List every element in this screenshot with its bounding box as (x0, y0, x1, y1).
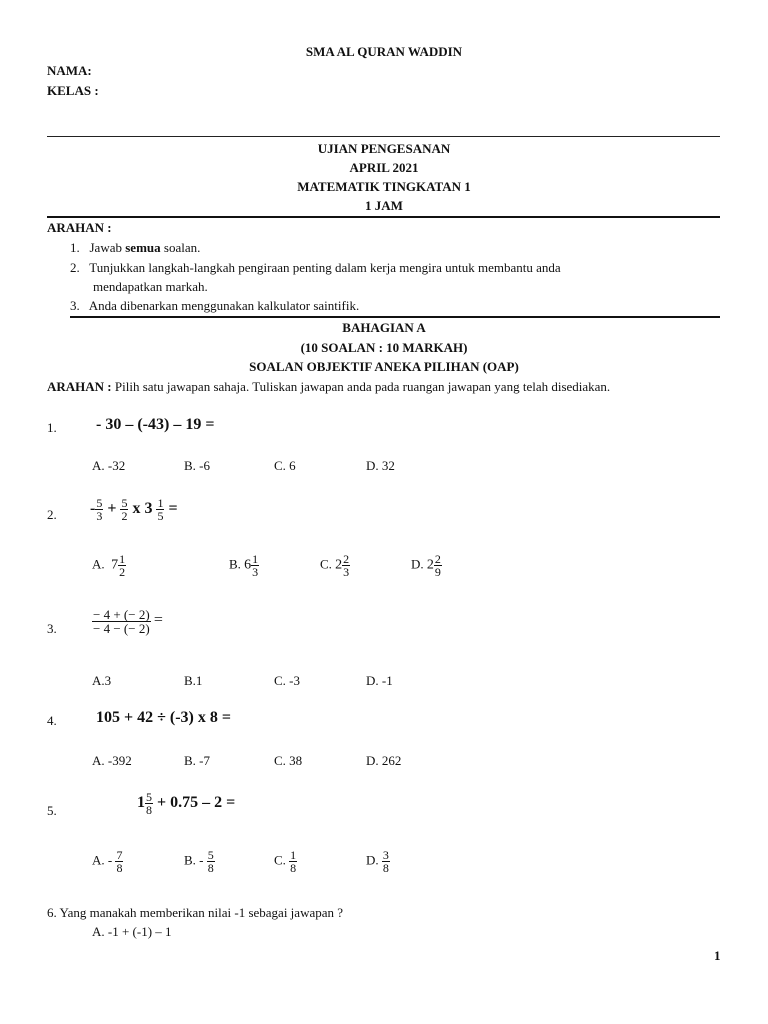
q5-option-d-denominator: 8 (382, 861, 389, 875)
q2-option-a-label: A. (92, 556, 105, 572)
section-title: BAHAGIAN A (342, 320, 426, 335)
arahan-item-num: 2. (70, 260, 80, 275)
q2-equals: = (168, 500, 178, 518)
page-number: 1 (714, 948, 721, 963)
q5-option-c-label: C. (274, 852, 286, 868)
q1-option-d: D. 32 (366, 458, 395, 473)
q3-numerator: − 4 + (− 2) (93, 607, 150, 622)
q5-option-d-numerator: 3 (382, 848, 389, 862)
q2-option-d (411, 553, 442, 578)
exam-title: UJIAN PENGESANAN (317, 141, 451, 156)
q2-expression (90, 497, 178, 522)
q1-expression: - 30 – (-43) – 19 = (96, 416, 215, 433)
q2-f1-numerator: 5 (96, 496, 103, 510)
arahan-item-1 (70, 240, 200, 256)
q2-minus: - (90, 500, 96, 518)
q2-option-b (229, 553, 259, 578)
q2-option-b-label: B. (229, 556, 241, 572)
exam-subject: MATEMATIK TINGKATAN 1 (297, 179, 471, 194)
q6-option-a: A. -1 + (-1) – 1 (92, 924, 172, 939)
q2-number: 2. (47, 507, 57, 522)
q2-option-d-whole: 2 (426, 557, 434, 573)
q4-expression: 105 + 42 ÷ (-3) x 8 = (96, 709, 231, 726)
q2-option-b-numerator: 1 (252, 552, 259, 566)
q5-option-a-numerator: 7 (116, 848, 123, 862)
q2-times: x 3 (132, 500, 153, 518)
q2-f2-numerator: 5 (121, 496, 128, 510)
q5-option-b-numerator: 5 (207, 848, 214, 862)
q5-fraction (145, 791, 153, 816)
q4-option-b: B. -7 (184, 753, 210, 768)
q2-option-c-numerator: 2 (343, 552, 350, 566)
q3-denominator: − 4 − (− 2) (93, 621, 150, 636)
q2-option-a-whole: 7 (111, 557, 119, 573)
q2-fraction-3 (156, 497, 164, 522)
arahan-label: ARAHAN : (47, 220, 112, 235)
q1-option-b: B. -6 (184, 458, 210, 473)
q5-option-c-fraction (289, 849, 297, 874)
q2-fraction-2 (120, 497, 128, 522)
arahan-item-2-cont: mendapatkan markah. (93, 279, 208, 294)
q5-option-c-numerator: 1 (290, 848, 297, 862)
arahan-item-num: 3. (70, 298, 80, 313)
q5-expression (137, 791, 235, 816)
section-arahan-label: ARAHAN : (47, 379, 112, 394)
q2-option-b-whole: 6 (244, 557, 252, 573)
q5-option-d-label: D. (366, 852, 379, 868)
q2-option-d-fraction (434, 553, 442, 578)
kelas-label: KELAS : (47, 83, 99, 98)
arahan-item-text: Anda dibenarkan menggunakan kalkulator saintifik. (88, 298, 360, 313)
section-arahan-text: Pilih satu jawapan sahaja. Tuliskan jawapan anda pada ruangan jawapan yang telah disediakan. (111, 379, 611, 394)
q5-denominator: 8 (146, 803, 152, 817)
q2-f3-denominator: 5 (157, 509, 164, 523)
instructions-top-rule (47, 216, 720, 218)
q5-option-a-sign: - (107, 852, 113, 868)
q2-plus: + (107, 500, 117, 518)
q5-option-b-fraction (207, 849, 215, 874)
arahan-item-text: Tunjukkan langkah-langkah pengiraan penting dalam kerja mengira untuk membantu anda (89, 260, 561, 275)
school-name: SMA AL QURAN WADDIN (305, 44, 463, 59)
q5-option-d-fraction (382, 849, 390, 874)
section-instructions (47, 379, 610, 395)
q2-fraction-1 (95, 497, 103, 522)
q5-option-a-denominator: 8 (116, 861, 123, 875)
arahan-item-text-end: soalan. (160, 240, 201, 255)
q1-option-c: C. 6 (274, 458, 296, 473)
q2-f3-numerator: 1 (157, 496, 164, 510)
q3-option-a: A.3 (92, 673, 112, 688)
q3-fraction (92, 608, 151, 635)
q3-expression (92, 608, 163, 635)
q5-option-c (274, 849, 297, 874)
section-marks: (10 SOALAN : 10 MARKAH) (300, 340, 468, 355)
q4-option-d: D. 262 (366, 753, 402, 768)
q3-option-d: D. -1 (366, 673, 393, 688)
q5-option-c-denominator: 8 (290, 861, 297, 875)
instructions-bottom-rule (70, 316, 720, 318)
q4-option-c: C. 38 (274, 753, 303, 768)
q2-option-a-fraction (118, 553, 126, 578)
q1-number: 1. (47, 420, 57, 435)
q5-option-a-fraction (115, 849, 123, 874)
q2-option-b-fraction (251, 553, 259, 578)
q5-option-b-sign: - (199, 852, 204, 868)
q6-question: 6. Yang manakah memberikan nilai -1 sebagai jawapan ? (47, 905, 344, 920)
arahan-item-text: Jawab (89, 240, 126, 255)
q2-option-c-denominator: 3 (343, 565, 350, 579)
q2-option-c-whole: 2 (335, 557, 343, 573)
q2-option-d-denominator: 9 (434, 565, 441, 579)
q2-f2-denominator: 2 (121, 509, 128, 523)
q5-option-a (92, 849, 123, 874)
arahan-item-bold: semua (125, 240, 161, 255)
q2-option-c-fraction (342, 553, 350, 578)
section-type: SOALAN OBJEKTIF ANEKA PILIHAN (OAP) (249, 359, 519, 374)
exam-date: APRIL 2021 (349, 160, 419, 175)
q3-option-c: C. -3 (274, 673, 300, 688)
q5-option-b-denominator: 8 (207, 861, 214, 875)
q2-option-d-label: D. (411, 556, 424, 572)
q4-number: 4. (47, 713, 57, 728)
q2-option-d-numerator: 2 (434, 552, 441, 566)
q5-option-b-label: B. (184, 852, 196, 868)
arahan-item-2 (70, 260, 561, 276)
q5-option-b (184, 849, 215, 874)
q1-option-a: A. -32 (92, 458, 126, 473)
q2-option-c (320, 553, 350, 578)
q3-number: 3. (47, 621, 57, 636)
q3-option-b: B.1 (184, 673, 203, 688)
q5-number: 5. (47, 803, 57, 818)
q3-equals: = (153, 611, 163, 629)
q5-numerator: 5 (146, 790, 152, 804)
header-divider (47, 136, 720, 137)
exam-duration: 1 JAM (365, 198, 403, 213)
q2-option-c-label: C. (320, 556, 332, 572)
q2-option-a-numerator: 1 (119, 552, 126, 566)
nama-label: NAMA: (47, 63, 92, 78)
q2-option-a (92, 553, 126, 578)
q2-option-a-denominator: 2 (119, 565, 126, 579)
q2-f1-denominator: 3 (96, 509, 103, 523)
arahan-item-3 (70, 298, 359, 314)
q2-option-b-denominator: 3 (252, 565, 259, 579)
q5-option-a-label: A. (92, 852, 105, 868)
q4-option-a: A. -392 (92, 753, 132, 768)
q5-rest: + 0.75 – 2 = (157, 794, 236, 812)
q5-option-d (366, 849, 390, 874)
q5-whole: 1 (137, 794, 145, 812)
arahan-item-num: 1. (70, 240, 80, 255)
